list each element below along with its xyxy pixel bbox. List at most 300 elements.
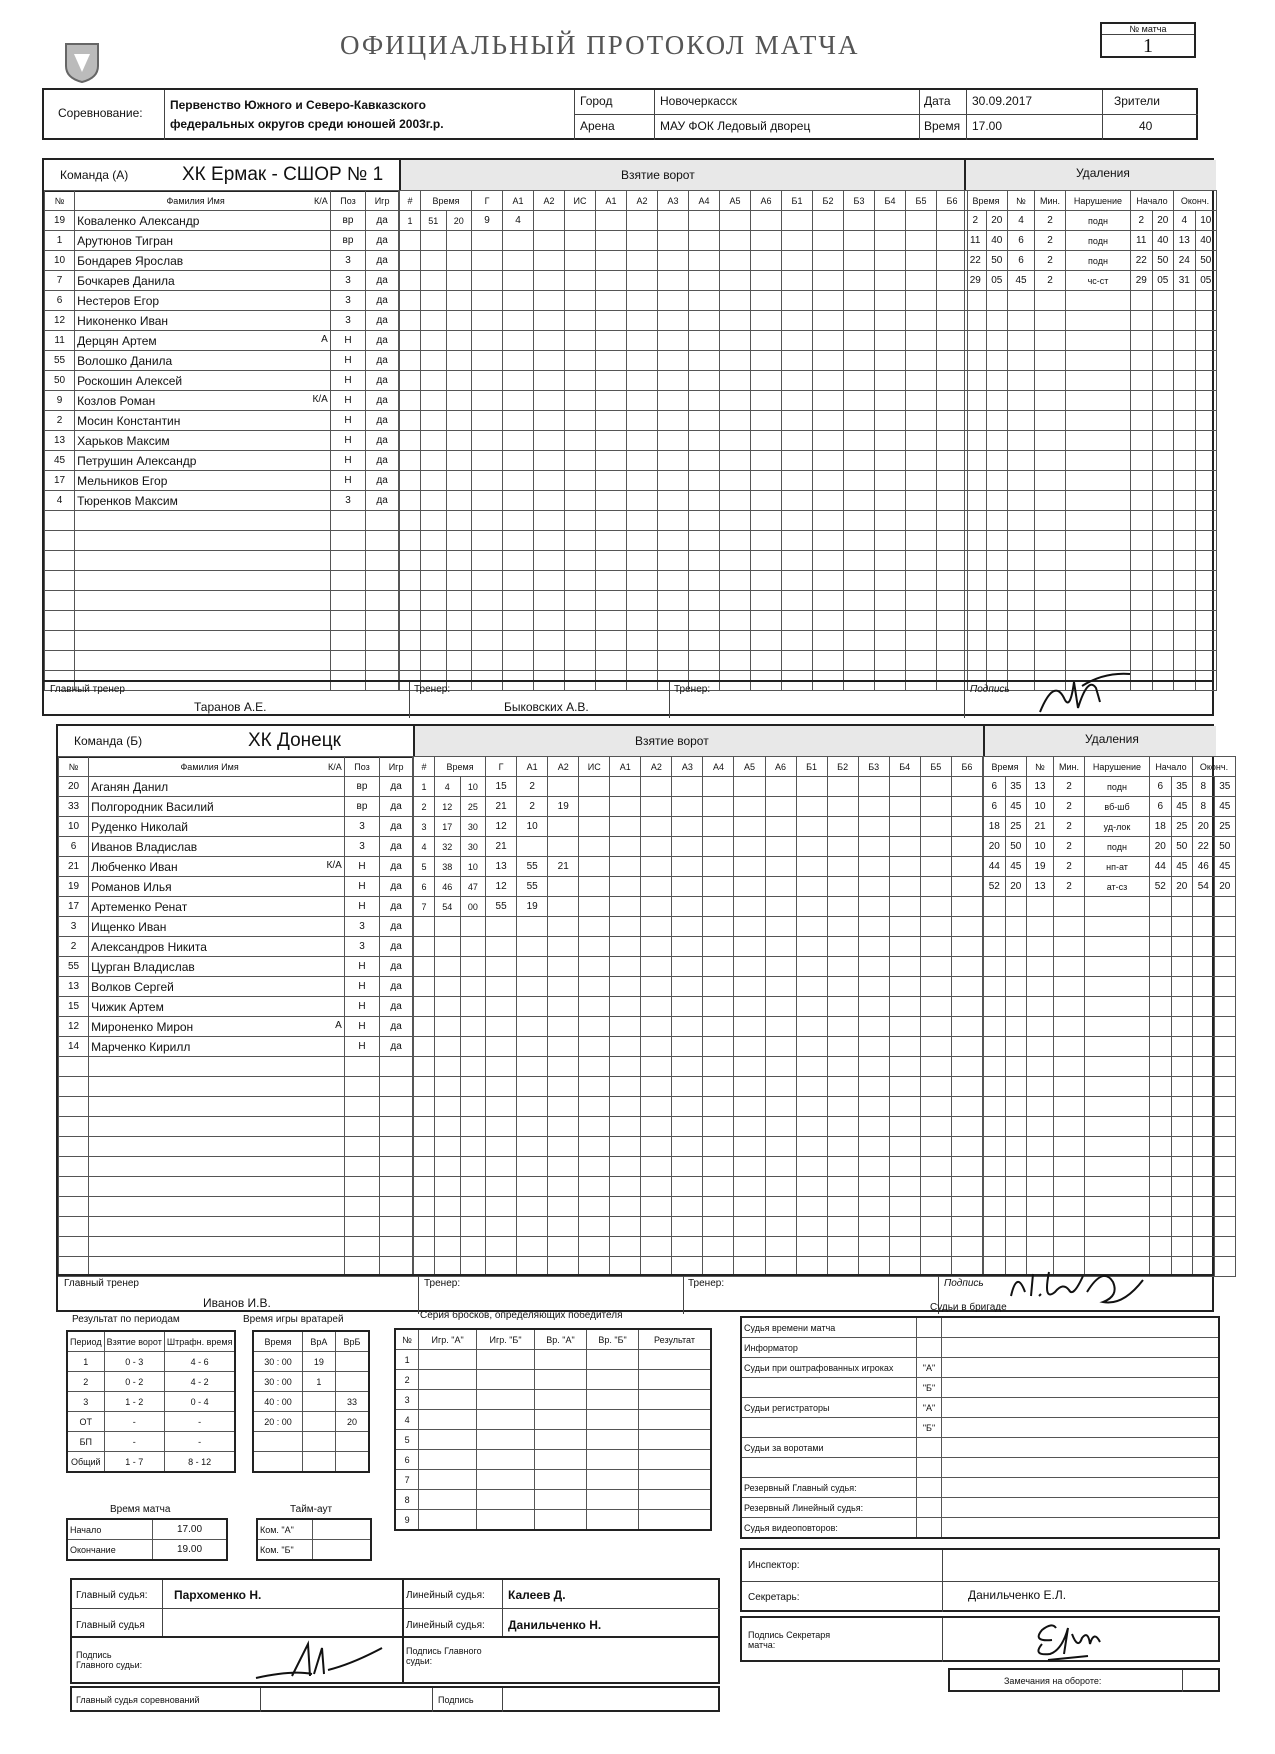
penalty-minutes	[1054, 897, 1085, 917]
goal-minute	[435, 1237, 461, 1257]
penalty-violation	[1066, 351, 1131, 371]
player-position: Н	[344, 1017, 379, 1037]
penalty-end-second	[1214, 977, 1236, 997]
player-position: 3	[330, 311, 365, 331]
goal-second	[460, 1217, 486, 1237]
col-play-header: Игр	[380, 757, 413, 777]
penalty-second	[1005, 1057, 1027, 1077]
goalie-time-cell	[302, 1452, 335, 1473]
player-name	[75, 511, 331, 531]
periods-table	[66, 1330, 236, 1473]
player-row	[45, 251, 399, 271]
penalty-end-second: 10	[1195, 211, 1217, 231]
penalty-minute	[965, 651, 987, 671]
period-row	[67, 1432, 235, 1452]
penalty-end-second	[1214, 1137, 1236, 1157]
goal-number	[414, 997, 435, 1017]
goal-minute: 46	[435, 877, 461, 897]
penalty-minutes	[1035, 311, 1066, 331]
player-position	[344, 1177, 379, 1197]
goal-row	[414, 957, 983, 977]
periods-header: Период	[67, 1331, 104, 1352]
shootout-row	[395, 1350, 711, 1370]
goal-number: 1	[414, 777, 435, 797]
brigade-name	[942, 1458, 1220, 1478]
penalty-end-second	[1195, 551, 1217, 571]
penalty-minute	[965, 491, 987, 511]
goal-scorer	[472, 231, 503, 251]
goalie-time-cell	[335, 1352, 369, 1372]
brigade-team: "Б"	[917, 1418, 942, 1438]
player-number: 14	[59, 1037, 89, 1057]
brigade-role	[741, 1458, 917, 1478]
goal-minute: 4	[435, 777, 461, 797]
goal-assist-1	[517, 1237, 548, 1257]
penalty-violation: подн	[1066, 211, 1131, 231]
penalty-end-second	[1214, 1077, 1236, 1097]
player-played: да	[380, 917, 413, 937]
time-value: 17.00	[972, 119, 1003, 133]
goal-second	[460, 1097, 486, 1117]
penalty-start-minute	[1150, 1077, 1172, 1097]
penalty-second	[986, 491, 1008, 511]
penalty-violation	[1085, 997, 1150, 1017]
penalty-end-second	[1195, 491, 1217, 511]
penalty-start-minute	[1150, 977, 1172, 997]
penalty-second	[986, 451, 1008, 471]
player-played: да	[366, 431, 399, 451]
player-name	[89, 1237, 345, 1257]
penalty-player	[1008, 371, 1035, 391]
penalty-end-second	[1195, 471, 1217, 491]
penalty-start-minute	[1150, 937, 1172, 957]
goal-assist-1	[503, 231, 534, 251]
player-name: Козлов Роман К/А	[75, 391, 331, 411]
goal-col-header: А3	[658, 191, 689, 211]
player-played	[380, 1097, 413, 1117]
goal-minute	[421, 491, 447, 511]
goal-assist-1	[503, 271, 534, 291]
player-number	[59, 1097, 89, 1117]
period-row	[67, 1392, 235, 1412]
goal-col-header: А1	[596, 191, 627, 211]
brigade-name	[942, 1478, 1220, 1498]
goal-row	[414, 997, 983, 1017]
goal-col-header: Б1	[782, 191, 813, 211]
goal-number	[400, 571, 421, 591]
penalty-start-second	[1171, 1137, 1193, 1157]
penalty-start-second	[1171, 1197, 1193, 1217]
shootout-number: 4	[395, 1410, 419, 1430]
goal-row	[400, 371, 968, 391]
player-played	[366, 511, 399, 531]
penalty-end-second	[1195, 411, 1217, 431]
player-name	[89, 1057, 345, 1077]
brigade-team	[917, 1338, 942, 1358]
goal-assist-1	[517, 1077, 548, 1097]
penalty-col-header: Нарушение	[1066, 191, 1131, 211]
period-row	[67, 1372, 235, 1392]
penalty-minute: 6	[984, 777, 1006, 797]
goal-scorer	[472, 291, 503, 311]
goal-assist-2	[534, 271, 565, 291]
goal-row	[414, 1037, 983, 1057]
penalty-start-second	[1152, 511, 1174, 531]
penalty-row	[984, 917, 1236, 937]
match-end: 19.00	[153, 1540, 228, 1561]
player-played: да	[366, 391, 399, 411]
goal-number	[400, 271, 421, 291]
goal-minute: 32	[435, 837, 461, 857]
player-name: Харьков Максим	[75, 431, 331, 451]
player-row	[45, 371, 399, 391]
team-b-label: Команда (Б)	[74, 734, 143, 748]
brigade-role	[741, 1378, 917, 1398]
goal-second: 00	[460, 897, 486, 917]
player-played: да	[380, 817, 413, 837]
goal-number	[414, 1077, 435, 1097]
goal-number	[414, 1057, 435, 1077]
player-number: 10	[59, 817, 89, 837]
penalty-end-minute	[1174, 491, 1196, 511]
player-number: 7	[45, 271, 75, 291]
goal-minute	[435, 1017, 461, 1037]
penalty-player	[1027, 1077, 1054, 1097]
penalty-violation: подн	[1085, 777, 1150, 797]
penalty-player	[1027, 1237, 1054, 1257]
penalty-start-minute	[1150, 917, 1172, 937]
goal-number	[400, 531, 421, 551]
penalty-col-header: Начало	[1131, 191, 1174, 211]
penalty-row	[965, 251, 1217, 271]
penalty-end-second	[1195, 371, 1217, 391]
penalty-second: 20	[1005, 877, 1027, 897]
penalty-player	[1027, 1037, 1054, 1057]
shootout-number: 2	[395, 1370, 419, 1390]
penalty-start-second	[1152, 491, 1174, 511]
penalty-start-second	[1171, 1177, 1193, 1197]
goal-second	[446, 251, 472, 271]
goal-assist-2	[548, 937, 579, 957]
penalty-minute: 29	[965, 271, 987, 291]
goal-assist-2	[534, 431, 565, 451]
goal-number	[400, 371, 421, 391]
penalty-end-second: 05	[1195, 271, 1217, 291]
goal-minute	[421, 451, 447, 471]
penalty-minutes	[1035, 331, 1066, 351]
goal-second	[460, 1077, 486, 1097]
shootout-number: 9	[395, 1510, 419, 1531]
penalty-violation	[1066, 591, 1131, 611]
goal-number	[400, 231, 421, 251]
penalty-row	[984, 937, 1236, 957]
player-played	[380, 1137, 413, 1157]
goal-second	[460, 937, 486, 957]
penalty-minutes	[1035, 411, 1066, 431]
penalty-col-header: Время	[984, 757, 1027, 777]
penalty-end-minute	[1174, 311, 1196, 331]
penalty-start-minute: 29	[1131, 271, 1153, 291]
goal-col-header: ИС	[565, 191, 596, 211]
brigade-row	[741, 1478, 1219, 1498]
penalty-violation	[1066, 491, 1131, 511]
penalty-minutes	[1035, 291, 1066, 311]
goal-number	[400, 251, 421, 271]
player-position: Н	[330, 411, 365, 431]
goal-minute	[435, 1037, 461, 1057]
header-box	[42, 88, 1198, 140]
player-played: да	[380, 937, 413, 957]
goal-number	[400, 511, 421, 531]
penalty-player	[1008, 531, 1035, 551]
player-number: 17	[59, 897, 89, 917]
goal-col-header: ИС	[579, 757, 610, 777]
spectators-label: Зрители	[1114, 94, 1160, 108]
goal-second	[460, 1197, 486, 1217]
player-name	[89, 1177, 345, 1197]
goal-scorer	[472, 631, 503, 651]
goal-number	[414, 957, 435, 977]
goal-row	[400, 591, 968, 611]
col-no-header: №	[45, 191, 75, 211]
goal-assist-1	[517, 1197, 548, 1217]
goal-scorer	[472, 591, 503, 611]
goal-minute	[421, 351, 447, 371]
player-row	[59, 1177, 413, 1197]
goal-scorer	[472, 411, 503, 431]
player-position: вр	[330, 211, 365, 231]
goal-scorer	[472, 351, 503, 371]
player-position: вр	[344, 797, 379, 817]
penalty-end-second	[1214, 897, 1236, 917]
goal-assist-2	[534, 531, 565, 551]
goal-minute	[421, 571, 447, 591]
player-number: 21	[59, 857, 89, 877]
goal-assist-1: 55	[517, 857, 548, 877]
penalty-violation	[1066, 391, 1131, 411]
shootout-title: Серия бросков, определяющих победителя	[420, 1310, 623, 1321]
penalty-minute: 20	[984, 837, 1006, 857]
goal-assist-2	[534, 211, 565, 231]
goal-col-header: А1	[503, 191, 534, 211]
goal-scorer	[472, 511, 503, 531]
player-played	[366, 591, 399, 611]
penalty-second	[986, 511, 1008, 531]
brigade-team	[917, 1458, 942, 1478]
goal-assist-1	[503, 511, 534, 531]
penalty-second	[986, 651, 1008, 671]
goal-row	[400, 491, 968, 511]
penalty-violation: подн	[1066, 231, 1131, 251]
goal-minute	[421, 411, 447, 431]
team-b-goals-title: Взятие ворот	[413, 726, 985, 757]
penalty-end-minute: 31	[1174, 271, 1196, 291]
penalty-start-second	[1171, 1157, 1193, 1177]
player-name: Цурган Владислав	[89, 957, 345, 977]
team-b-signature	[1003, 1262, 1193, 1310]
penalty-start-minute	[1150, 1057, 1172, 1077]
penalty-violation	[1085, 1057, 1150, 1077]
periods-header: Штрафн. время	[164, 1331, 235, 1352]
goal-scorer: 15	[486, 777, 517, 797]
goal-row	[414, 1017, 983, 1037]
penalty-start-minute	[1131, 371, 1153, 391]
penalty-player	[1008, 491, 1035, 511]
player-name: Нестеров Егор	[75, 291, 331, 311]
goal-second	[446, 271, 472, 291]
goal-col-header: А1	[517, 757, 548, 777]
player-number: 2	[45, 411, 75, 431]
goal-number	[414, 1097, 435, 1117]
player-position	[344, 1197, 379, 1217]
penalty-end-minute	[1193, 1197, 1215, 1217]
player-played	[366, 531, 399, 551]
player-position: 3	[330, 271, 365, 291]
penalty-minute	[984, 1037, 1006, 1057]
penalty-start-second	[1152, 631, 1174, 651]
penalty-col-header: Мин.	[1035, 191, 1066, 211]
goal-number	[400, 651, 421, 671]
penalty-player	[1027, 977, 1054, 997]
goal-second	[460, 1037, 486, 1057]
penalty-end-minute	[1193, 1017, 1215, 1037]
penalty-start-second	[1171, 897, 1193, 917]
brigade-row	[741, 1418, 1219, 1438]
player-name: Роскошин Алексей	[75, 371, 331, 391]
goal-row	[414, 1117, 983, 1137]
player-position	[344, 1097, 379, 1117]
goalie-time-cell	[302, 1432, 335, 1452]
goal-number: 7	[414, 897, 435, 917]
goal-number	[400, 291, 421, 311]
goal-second	[446, 531, 472, 551]
penalty-start-minute	[1150, 1157, 1172, 1177]
goal-col-header: А1	[610, 757, 641, 777]
penalty-start-minute	[1150, 1137, 1172, 1157]
penalty-row	[984, 1117, 1236, 1137]
player-position: 3	[330, 491, 365, 511]
goalie-time-cell	[302, 1392, 335, 1412]
goal-assist-1	[503, 351, 534, 371]
penalty-player	[1027, 1197, 1054, 1217]
player-row	[59, 957, 413, 977]
goalie-time-cell: 20 : 00	[253, 1412, 302, 1432]
penalty-player	[1027, 1057, 1054, 1077]
penalty-second	[986, 571, 1008, 591]
goal-minute: 38	[435, 857, 461, 877]
goalie-time-cell: 30 : 00	[253, 1352, 302, 1372]
penalty-minutes	[1035, 351, 1066, 371]
player-position: Н	[330, 371, 365, 391]
shootout-number: 8	[395, 1490, 419, 1510]
penalty-end-minute	[1193, 1097, 1215, 1117]
penalty-end-minute	[1174, 551, 1196, 571]
goal-number: 3	[414, 817, 435, 837]
penalty-start-second: 25	[1171, 817, 1193, 837]
penalty-row	[984, 1097, 1236, 1117]
goal-assist-1	[517, 977, 548, 997]
penalty-violation	[1066, 571, 1131, 591]
goal-minute	[421, 271, 447, 291]
goal-row	[414, 897, 983, 917]
player-name	[75, 611, 331, 631]
penalty-start-second	[1152, 451, 1174, 471]
penalty-start-minute	[1150, 1017, 1172, 1037]
match-number-box	[1100, 22, 1196, 58]
goal-assist-2	[534, 611, 565, 631]
penalty-minute	[965, 591, 987, 611]
goal-row	[400, 531, 968, 551]
goal-col-header: Б5	[906, 191, 937, 211]
penalty-start-minute	[1131, 391, 1153, 411]
goal-col-header: А2	[534, 191, 565, 211]
goal-second: 10	[460, 777, 486, 797]
player-row	[59, 837, 413, 857]
penalty-second	[986, 531, 1008, 551]
penalty-violation	[1066, 431, 1131, 451]
goalie-time-cell	[335, 1452, 369, 1473]
penalty-end-second	[1214, 937, 1236, 957]
goal-scorer	[472, 451, 503, 471]
penalty-minutes	[1035, 571, 1066, 591]
match-number: 1	[1143, 35, 1153, 57]
penalty-minute	[984, 1197, 1006, 1217]
goal-scorer	[486, 1177, 517, 1197]
goal-number	[414, 1217, 435, 1237]
penalty-start-second	[1171, 1117, 1193, 1137]
penalty-minute	[965, 311, 987, 331]
player-number: 11	[45, 331, 75, 351]
penalty-violation: уд-лок	[1085, 817, 1150, 837]
goal-row	[400, 551, 968, 571]
penalty-player	[1008, 311, 1035, 331]
penalty-violation: нп-ат	[1085, 857, 1150, 877]
penalty-end-second	[1195, 451, 1217, 471]
penalty-start-second: 45	[1171, 797, 1193, 817]
player-position	[330, 591, 365, 611]
player-name	[75, 651, 331, 671]
goal-minute	[435, 1097, 461, 1117]
remarks-box: Замечания на обороте:	[948, 1668, 1220, 1692]
goal-minute	[421, 251, 447, 271]
match-time-title: Время матча	[110, 1504, 171, 1515]
goal-second	[460, 1057, 486, 1077]
shootout-table	[394, 1328, 712, 1531]
goal-second	[446, 511, 472, 531]
penalty-start-minute	[1131, 351, 1153, 371]
goal-assist-2	[548, 1077, 579, 1097]
penalty-row	[965, 511, 1217, 531]
goal-col-header: Б3	[858, 757, 889, 777]
penalty-minute	[965, 571, 987, 591]
goal-col-header: А2	[627, 191, 658, 211]
goal-row	[414, 1157, 983, 1177]
goal-row	[414, 777, 983, 797]
period-cell: 0 - 4	[164, 1392, 235, 1412]
shootout-row	[395, 1430, 711, 1450]
penalty-start-second	[1171, 917, 1193, 937]
penalty-start-minute: 52	[1150, 877, 1172, 897]
penalty-minute	[965, 551, 987, 571]
goal-assist-2	[548, 977, 579, 997]
penalty-row	[984, 977, 1236, 997]
player-played: да	[380, 837, 413, 857]
penalty-end-minute	[1174, 471, 1196, 491]
penalty-violation	[1066, 371, 1131, 391]
penalty-row	[984, 1217, 1236, 1237]
goal-col-header: Б2	[827, 757, 858, 777]
player-played: да	[366, 271, 399, 291]
